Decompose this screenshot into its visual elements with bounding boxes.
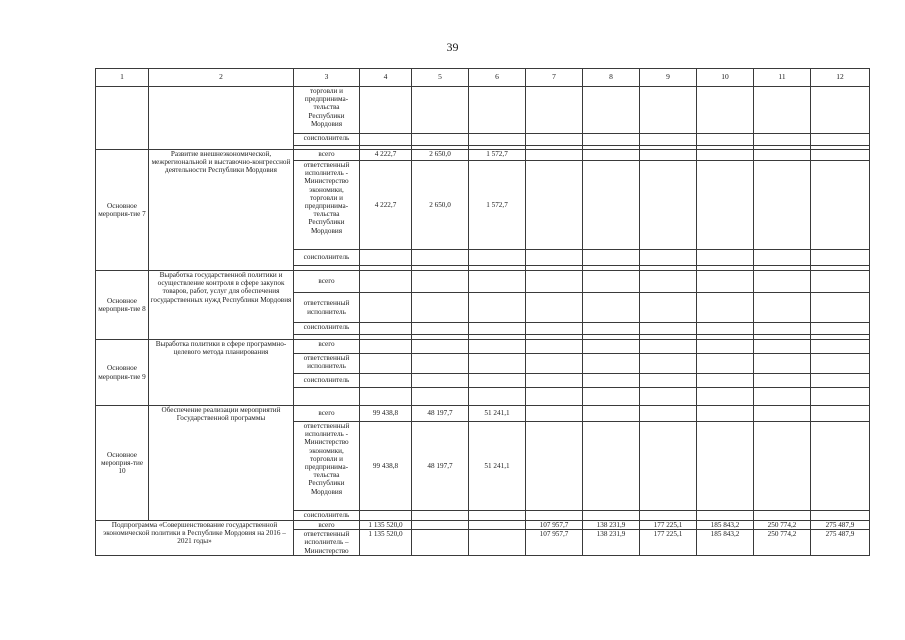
source-cell: всего [294, 271, 360, 293]
value-cell: 99 438,8 [360, 422, 412, 511]
measure-label: Основное мероприя-тие 10 [96, 406, 149, 521]
value-cell: 177 225,1 [640, 530, 697, 556]
value-cell [469, 521, 526, 530]
header-cell: 8 [583, 69, 640, 87]
header-cell: 6 [469, 69, 526, 87]
header-cell: 4 [360, 69, 412, 87]
value-cell [412, 521, 469, 530]
value-cell: 48 197,7 [412, 422, 469, 511]
value-cell: 250 774,2 [754, 530, 811, 556]
value-cell: 48 197,7 [412, 406, 469, 422]
subprogram-name: Подпрограмма «Совершенствование государственной экономической политики в Республике Мордовия на 2016 – 2021 годы» [96, 521, 294, 556]
source-cell: соисполнитель [294, 250, 360, 266]
source-cell: ответственный исполнитель – Министерство [294, 530, 360, 556]
value-cell: 107 957,7 [526, 530, 583, 556]
source-cell: всего [294, 406, 360, 422]
value-cell: 250 774,2 [754, 521, 811, 530]
source-cell: всего [294, 150, 360, 161]
header-cell: 7 [526, 69, 583, 87]
value-cell: 4 222,7 [360, 150, 412, 161]
value-cell: 275 487,9 [811, 530, 870, 556]
value-cell [469, 530, 526, 556]
value-cell: 4 222,7 [360, 161, 412, 250]
measure-name: Выработка государственной политики и осуществление контроля в сфере закупок товаров, работ, услуг для обеспечения государственных нужд Республики Мордовия [149, 271, 294, 340]
header-row [96, 69, 870, 87]
header-cell: 3 [294, 69, 360, 87]
budget-table [95, 68, 870, 556]
header-cell: 1 [96, 69, 149, 87]
table-row [96, 406, 870, 422]
measure-name: Обеспечение реализации мероприятий Государственной программы [149, 406, 294, 521]
value-cell: 2 650,0 [412, 150, 469, 161]
value-cell: 1 572,7 [469, 161, 526, 250]
value-cell: 1 572,7 [469, 150, 526, 161]
source-cell: всего [294, 340, 360, 354]
measure-label: Основное мероприя-тие 7 [96, 150, 149, 271]
value-cell: 99 438,8 [360, 406, 412, 422]
measure-name: Развитие внешнеэкономической, межрегиональной и выставочно-конгрессной деятельности Республики Мордовия [149, 150, 294, 271]
value-cell: 185 843,2 [697, 530, 754, 556]
measure-label: Основное мероприя-тие 9 [96, 340, 149, 406]
page-number: 39 [446, 40, 459, 54]
source-cell: ответственный исполнитель - Министерство экономики, торговли и предпринима-тельства Республики Мордовия [294, 422, 360, 511]
value-cell: 51 241,1 [469, 422, 526, 511]
header-cell: 2 [149, 69, 294, 87]
value-cell: 185 843,2 [697, 521, 754, 530]
header-cell: 5 [412, 69, 469, 87]
header-cell: 10 [697, 69, 754, 87]
source-cell: ответственный исполнитель [294, 293, 360, 323]
table-row [96, 340, 870, 354]
value-cell: 275 487,9 [811, 521, 870, 530]
value-cell: 138 231,9 [583, 530, 640, 556]
value-cell: 177 225,1 [640, 521, 697, 530]
value-cell: 1 135 520,0 [360, 530, 412, 556]
table-row [96, 521, 870, 530]
table-row [96, 271, 870, 293]
source-cell: соисполнитель [294, 134, 360, 146]
header-cell: 11 [754, 69, 811, 87]
source-cell: торговли и предпринима-тельства Республики Мордовия [294, 87, 360, 134]
source-cell: соисполнитель [294, 374, 360, 388]
source-cell: соисполнитель [294, 323, 360, 335]
measure-label: Основное мероприя-тие 8 [96, 271, 149, 340]
table-row [96, 150, 870, 161]
value-cell: 138 231,9 [583, 521, 640, 530]
value-cell: 51 241,1 [469, 406, 526, 422]
value-cell: 2 650,0 [412, 161, 469, 250]
value-cell [412, 530, 469, 556]
source-cell: соисполнитель [294, 511, 360, 521]
source-cell: ответственный исполнитель - Министерство экономики, торговли и предпринима-тельства Республики Мордовия [294, 161, 360, 250]
header-cell: 9 [640, 69, 697, 87]
value-cell: 107 957,7 [526, 521, 583, 530]
table-row [96, 87, 870, 134]
source-cell: ответственный исполнитель [294, 354, 360, 374]
header-cell: 12 [811, 69, 870, 87]
measure-name: Выработка политики в сфере программно-целевого метода планирования [149, 340, 294, 406]
value-cell: 1 135 520,0 [360, 521, 412, 530]
source-cell: всего [294, 521, 360, 530]
